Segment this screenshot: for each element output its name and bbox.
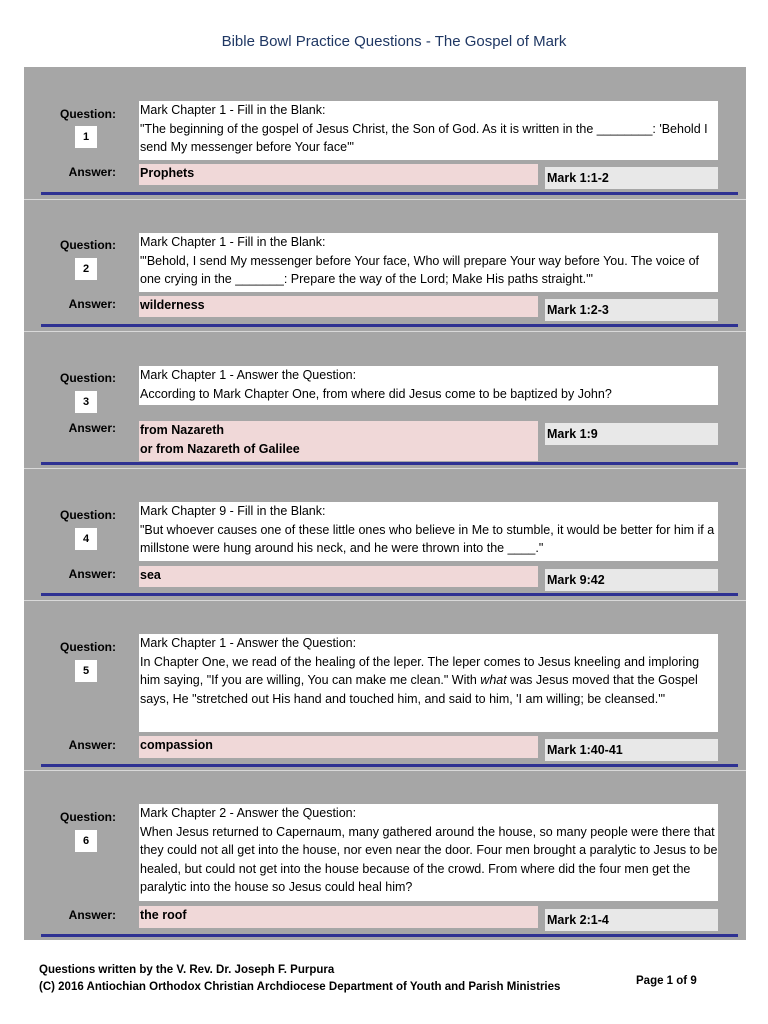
- question-sheet: [24, 67, 746, 940]
- question-text-box: [139, 634, 718, 732]
- divider-line: [41, 192, 738, 195]
- divider-line: [41, 934, 738, 937]
- answer-label: Answer:: [68, 738, 116, 752]
- question-label: Question:: [60, 810, 116, 824]
- page-title: Bible Bowl Practice Questions - The Gospel of Mark: [221, 33, 567, 50]
- question-card-6: [24, 771, 746, 940]
- answer-field: the roof: [139, 906, 538, 928]
- question-card-5: [24, 601, 746, 771]
- question-card-2: [24, 200, 746, 332]
- answer-label: Answer:: [68, 421, 116, 435]
- question-header: Mark Chapter 1 - Answer the Question:: [140, 368, 357, 382]
- answer-label: Answer:: [68, 908, 116, 922]
- question-number: 1: [75, 126, 97, 148]
- answer-label: Answer:: [68, 165, 116, 179]
- question-header: Mark Chapter 9 - Fill in the Blank:: [140, 504, 326, 518]
- answer-field: compassion: [139, 736, 538, 758]
- question-number: 3: [75, 391, 97, 413]
- question-header: Mark Chapter 1 - Fill in the Blank:: [140, 103, 326, 117]
- question-number: 6: [75, 830, 97, 852]
- question-text-end: was Jesus moved that the Gospel says, He "stretched out His hand and touched him, and said to him, 'I am willing; be cleansed.'": [140, 673, 698, 706]
- scripture-reference: Mark 9:42: [545, 569, 718, 591]
- divider-line: [41, 764, 738, 767]
- question-header: Mark Chapter 1 - Answer the Question:: [140, 636, 357, 650]
- answer-line-2: or from Nazareth of Galilee: [140, 441, 300, 456]
- page-number: Page 1 of 9: [636, 975, 697, 987]
- question-label: Question:: [60, 107, 116, 121]
- question-card-4: [24, 469, 746, 601]
- question-text: When Jesus returned to Capernaum, many gathered around the house, so many people were there that they could not all get into the house, nor even near the door. Four men brought a paralytic to Jesus to be healed, but could not get into the house because of the crowd. From where did the four men get the paralytic into the house so Jesus could heal him?: [140, 824, 718, 895]
- question-text: "But whoever causes one of these little ones who believe in Me to stumble, it would be better for him if a millstone were hung around his neck, and he were thrown into the ____.": [140, 522, 715, 556]
- question-card-1: [24, 67, 746, 200]
- question-text-box: [139, 366, 718, 405]
- question-text: "The beginning of the gospel of Jesus Christ, the Son of God. As it is written in the ________: 'Behold I send My messenger before Your face'": [140, 121, 708, 155]
- answer-field: wilderness: [139, 296, 538, 317]
- divider-line: [41, 593, 738, 596]
- footer-copyright: (C) 2016 Antiochian Orthodox Christian Archdiocese Department of Youth and Parish Ministries: [39, 981, 561, 993]
- answer-label: Answer:: [68, 567, 116, 581]
- footer-credits: [39, 962, 560, 996]
- question-number: 4: [75, 528, 97, 550]
- question-number: 5: [75, 660, 97, 682]
- answer-line-1: from Nazareth: [140, 423, 225, 437]
- question-number: 2: [75, 258, 97, 280]
- question-text-box: [139, 502, 718, 561]
- answer-label: Answer:: [68, 297, 116, 311]
- question-label: Question:: [60, 238, 116, 252]
- question-text-box: [139, 804, 718, 901]
- question-label: Question:: [60, 371, 116, 385]
- scripture-reference: Mark 1:40-41: [545, 739, 718, 761]
- question-text-box: [139, 101, 718, 160]
- divider-line: [41, 462, 738, 465]
- scripture-reference: Mark 1:9: [545, 423, 718, 445]
- question-label: Question:: [60, 640, 116, 654]
- answer-field: Prophets: [139, 164, 538, 185]
- question-card-3: [24, 332, 746, 469]
- answer-field: [139, 421, 538, 461]
- question-text: According to Mark Chapter One, from where did Jesus come to be baptized by John?: [140, 386, 612, 401]
- question-label: Question:: [60, 508, 116, 522]
- scripture-reference: Mark 2:1-4: [545, 909, 718, 931]
- question-text: "'Behold, I send My messenger before Your face, Who will prepare Your way before You. The voice of one crying in the _______: Prepare the way of the Lord; Make His paths straight.'": [140, 253, 700, 287]
- question-text-start: In Chapter One, we read of the healing of the leper. The leper comes to Jesus kneeling and imploring him saying, "If you are willing, You can make me clean." With: [140, 654, 700, 688]
- divider-line: [41, 324, 738, 327]
- question-header: Mark Chapter 2 - Answer the Question:: [140, 806, 357, 820]
- scripture-reference: Mark 1:2-3: [545, 299, 718, 321]
- question-text-emphasis: what: [480, 673, 507, 688]
- question-text-box: [139, 233, 718, 292]
- scripture-reference: Mark 1:1-2: [545, 167, 718, 189]
- footer-author: Questions written by the V. Rev. Dr. Joseph F. Purpura: [39, 964, 335, 976]
- answer-field: sea: [139, 566, 538, 587]
- question-header: Mark Chapter 1 - Fill in the Blank:: [140, 235, 326, 249]
